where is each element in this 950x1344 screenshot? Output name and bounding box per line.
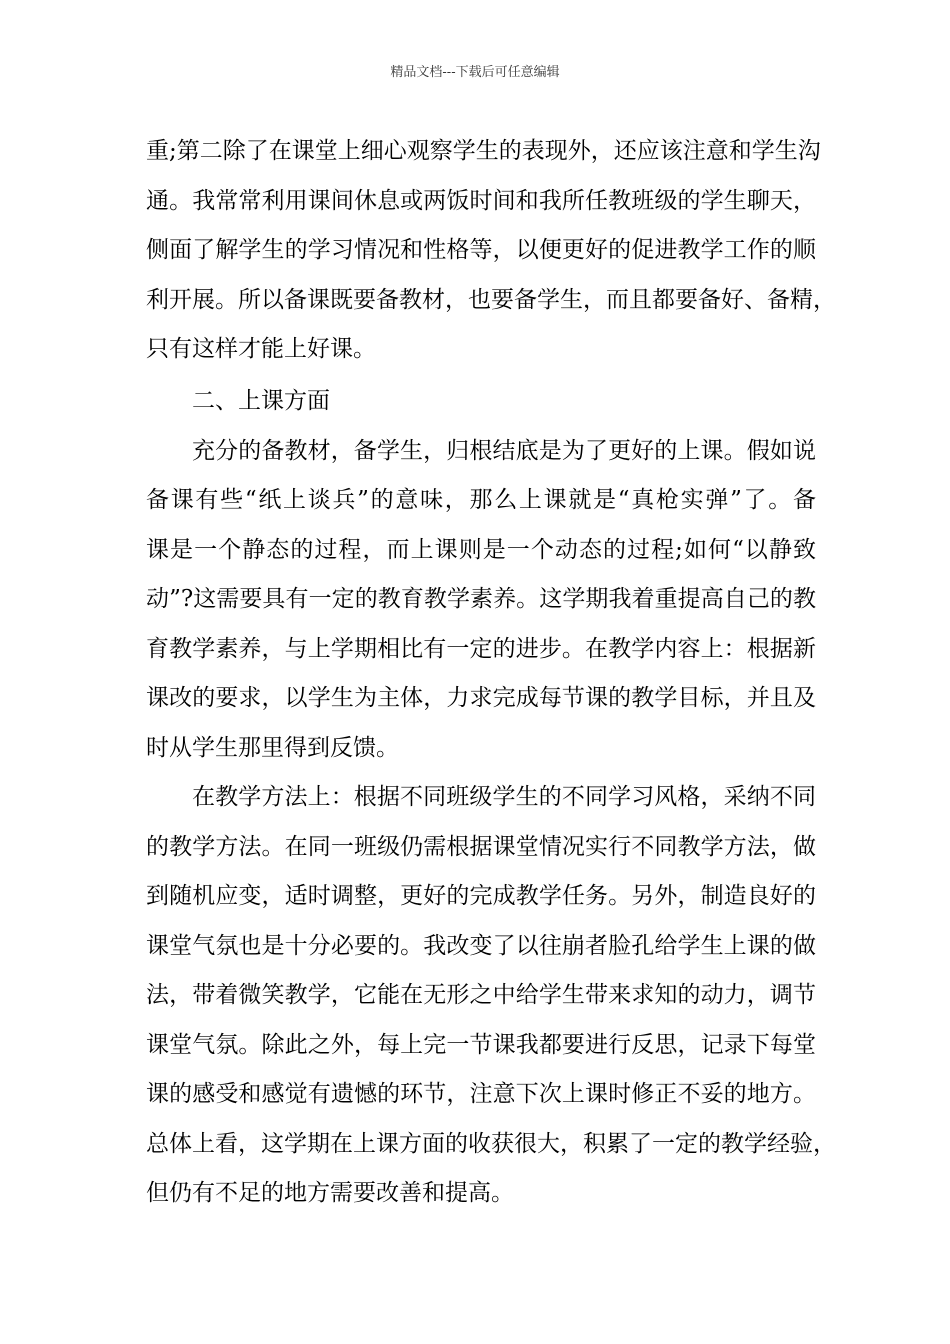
section-heading: 二、上课方面 bbox=[192, 387, 330, 414]
text-line: 只有这样才能上好课。 bbox=[146, 336, 376, 362]
text-line: 课的感受和感觉有遗憾的环节，注意下次上课时修正不妥的地方。 bbox=[146, 1081, 816, 1107]
text-line: 动”?这需要具有一定的教育教学素养。这学期我着重提高自己的教 bbox=[146, 586, 816, 612]
text-line: 的教学方法。在同一班级仍需根据课堂情况实行不同教学方法，做 bbox=[146, 833, 816, 860]
text-line: 课堂气氛也是十分必要的。我改变了以往崩者脸孔给学生上课的做 bbox=[146, 932, 816, 959]
page-header: 精品文档---下载后可任意编辑 bbox=[390, 65, 560, 80]
text-line: 法，带着微笑教学，它能在无形之中给学生带来求知的动力，调节 bbox=[146, 982, 816, 1008]
text-line: 充分的备教材，备学生，归根结底是为了更好的上课。假如说 bbox=[192, 437, 816, 464]
text-line: 但仍有不足的地方需要改善和提高。 bbox=[146, 1180, 514, 1206]
text-line: 育教学素养，与上学期相比有一定的进步。在教学内容上：根据新 bbox=[146, 635, 816, 662]
paragraph bbox=[146, 127, 836, 375]
text-line: 在教学方法上：根据不同班级学生的不同学习风格，采纳不同 bbox=[192, 784, 816, 810]
text-line: 课堂气氛。除此之外，每上完一节课我都要进行反思，记录下每堂 bbox=[146, 1031, 816, 1058]
text-line: 总体上看，这学期在上课方面的收获很大，积累了一定的教学经验， bbox=[146, 1130, 836, 1157]
text-line: 侧面了解学生的学习情况和性格等，以便更好的促进教学工作的顺 bbox=[146, 237, 816, 263]
paragraph bbox=[146, 773, 836, 1219]
text-line: 备课有些“纸上谈兵”的意味，那么上课就是“真枪实弹”了。备 bbox=[146, 487, 816, 513]
text-line: 课改的要求，以学生为主体，力求完成每节课的教学目标，并且及 bbox=[146, 685, 816, 711]
text-line: 课是一个静态的过程，而上课则是一个动态的过程;如何“以静致 bbox=[146, 536, 816, 563]
text-line: 通。我常常利用课间休息或两饭时间和我所任教班级的学生聊天， bbox=[146, 187, 816, 214]
text-line: 时从学生那里得到反馈。 bbox=[146, 734, 399, 761]
document-body bbox=[146, 127, 836, 1219]
text-line: 利开展。所以备课既要备教材，也要备学生，而且都要备好、备精， bbox=[146, 286, 836, 313]
paragraph bbox=[146, 427, 816, 774]
text-line: 重;第二除了在课堂上细心观察学生的表现外，还应该注意和学生沟 bbox=[146, 138, 821, 164]
text-line: 到随机应变，适时调整，更好的完成教学任务。另外，制造良好的 bbox=[146, 883, 816, 909]
